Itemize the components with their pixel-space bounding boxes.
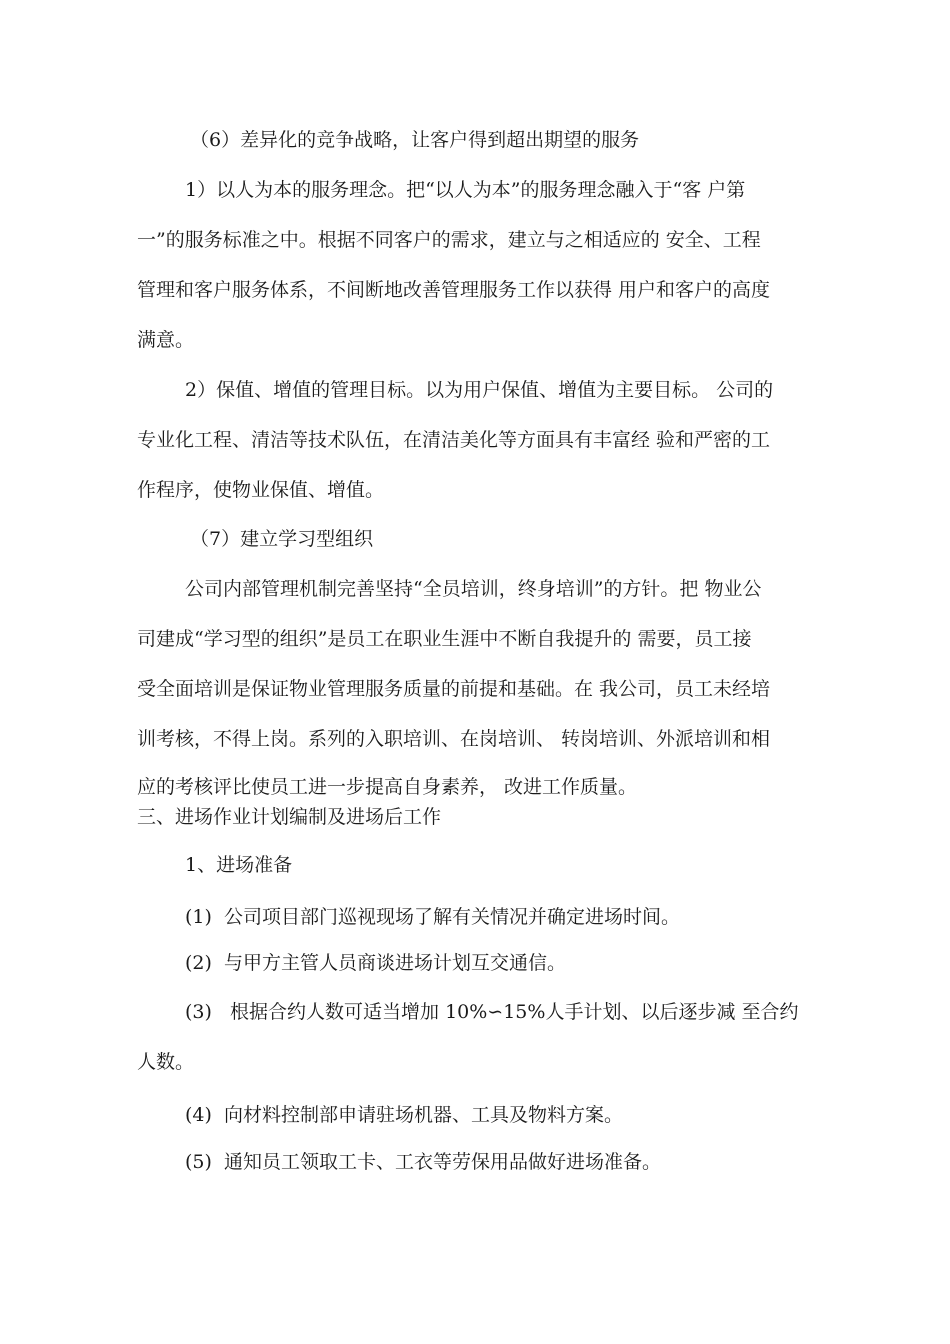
paragraph-line: 公司内部管理机制完善坚持“全员培训，终身培训”的方针。把 物业公 [185,578,762,600]
paragraph-line: 作程序，使物业保值、增值。 [137,479,385,501]
paragraph-line: 一”的服务标准之中。根据不同客户的需求，建立与之相适应的 安全、工程 [137,229,761,251]
list-item: (2) 与甲方主管人员商谈进场计划互交通信。 [185,952,566,974]
list-item-continuation: 人数。 [137,1051,195,1073]
paragraph-line: 受全面培训是保证物业管理服务质量的前提和基础。在 我公司，员工未经培 [137,678,771,700]
list-item: (1) 公司项目部门巡视现场了解有关情况并确定进场时间。 [185,906,680,928]
paragraph-line: 专业化工程、清洁等技术队伍，在清洁美化等方面具有丰富经 验和严密的工 [137,429,771,451]
paragraph-line: 2）保值、增值的管理目标。以为用户保值、增值为主要目标。 公司的 [185,379,774,401]
paragraph-line: 训考核，不得上岗。系列的入职培训、在岗培训、 转岗培训、外派培训和相 [137,728,771,750]
heading-6: （6）差异化的竞争战略，让客户得到超出期望的服务 [190,129,640,151]
paragraph-line: 应的考核评比使员工进一步提高自身素养， 改进工作质量。 [137,776,638,798]
list-item: (5) 通知员工领取工卡、工衣等劳保用品做好进场准备。 [185,1151,661,1173]
paragraph-line: 司建成“学习型的组织”是员工在职业生涯中不断自我提升的 需要，员工接 [137,628,752,650]
paragraph-line: 满意。 [137,329,195,351]
list-item: (3) 根据合约人数可适当增加 10%∽15%人手计划、以后逐步减 至合约 [185,1001,799,1023]
subsection-heading: 1、进场准备 [185,854,293,876]
heading-7: （7）建立学习型组织 [190,528,374,550]
section-heading: 三、进场作业计划编制及进场后工作 [137,806,442,828]
paragraph-line: 管理和客户服务体系，不间断地改善管理服务工作以获得 用户和客户的高度 [137,279,771,301]
paragraph-line: 1）以人为本的服务理念。把“以人为本”的服务理念融入于“客 户第 [185,179,746,201]
list-item: (4) 向材料控制部申请驻场机器、工具及物料方案。 [185,1104,623,1126]
